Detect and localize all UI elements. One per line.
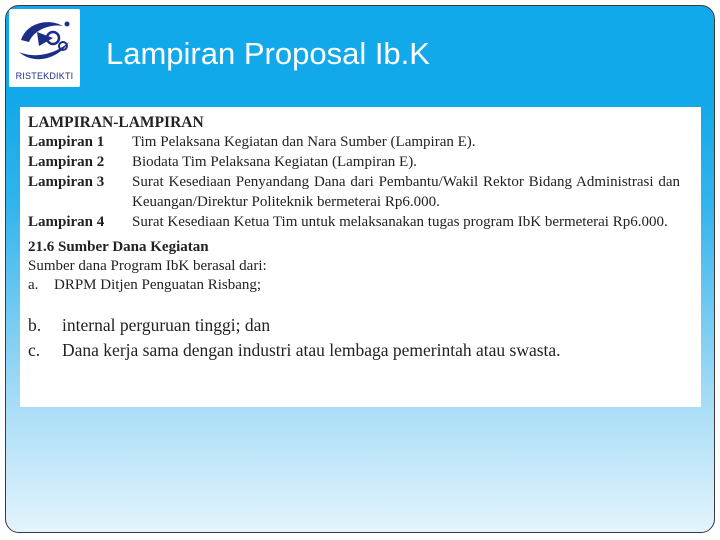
ristekdikti-logo [9,9,80,87]
attachment-text: Tim Pelaksana Kegiatan dan Nara Sumber (Lampiran E). [132,134,476,150]
attachment-text: Surat Kesediaan Ketua Tim untuk melaksanakan tugas program IbK bermeterai Rp6.000. [132,214,668,230]
attachments-heading: LAMPIRAN-LAMPIRAN [28,114,204,131]
attachment-text: Surat Kesediaan Penyandang Dana dari Pembantu/Wakil Rektor Bidang Administrasi dan Keuangan/Direktur Politeknik bermeterai Rp6.000. [132,174,680,210]
section-intro: Sumber dana Program IbK berasal dari: [28,258,267,274]
attachment-label: Lampiran 3 [28,174,105,190]
ristekdikti-emblem-icon [13,12,76,70]
slide [5,5,715,533]
attachment-row [28,152,680,172]
attachment-row [28,212,680,232]
attachment-label: Lampiran 4 [28,214,105,230]
attachment-label: Lampiran 1 [28,134,105,150]
list-text: Dana kerja sama dengan industri atau lembaga pemerintah atau swasta. [62,340,561,360]
list-item [28,338,680,363]
slide-title: Lampiran Proposal Ib.K [106,36,430,71]
attachment-label: Lampiran 2 [28,154,105,170]
list-text: internal perguruan tinggi; dan [62,315,271,335]
large-list [28,313,680,363]
list-item [28,313,680,338]
list-marker: c. [28,340,41,360]
list-text: DRPM Ditjen Penguatan Risbang; [54,277,262,293]
attachment-row [28,132,680,152]
document-excerpt [20,107,701,407]
attachment-row [28,172,680,212]
section-title: 21.6 Sumber Dana Kegiatan [28,239,209,255]
logo-label: RISTEKDIKTI [15,71,74,81]
list-item [28,276,680,295]
list-marker: b. [28,315,42,335]
attachment-text: Biodata Tim Pelaksana Kegiatan (Lampiran E). [132,154,417,170]
list-marker: a. [28,277,39,293]
